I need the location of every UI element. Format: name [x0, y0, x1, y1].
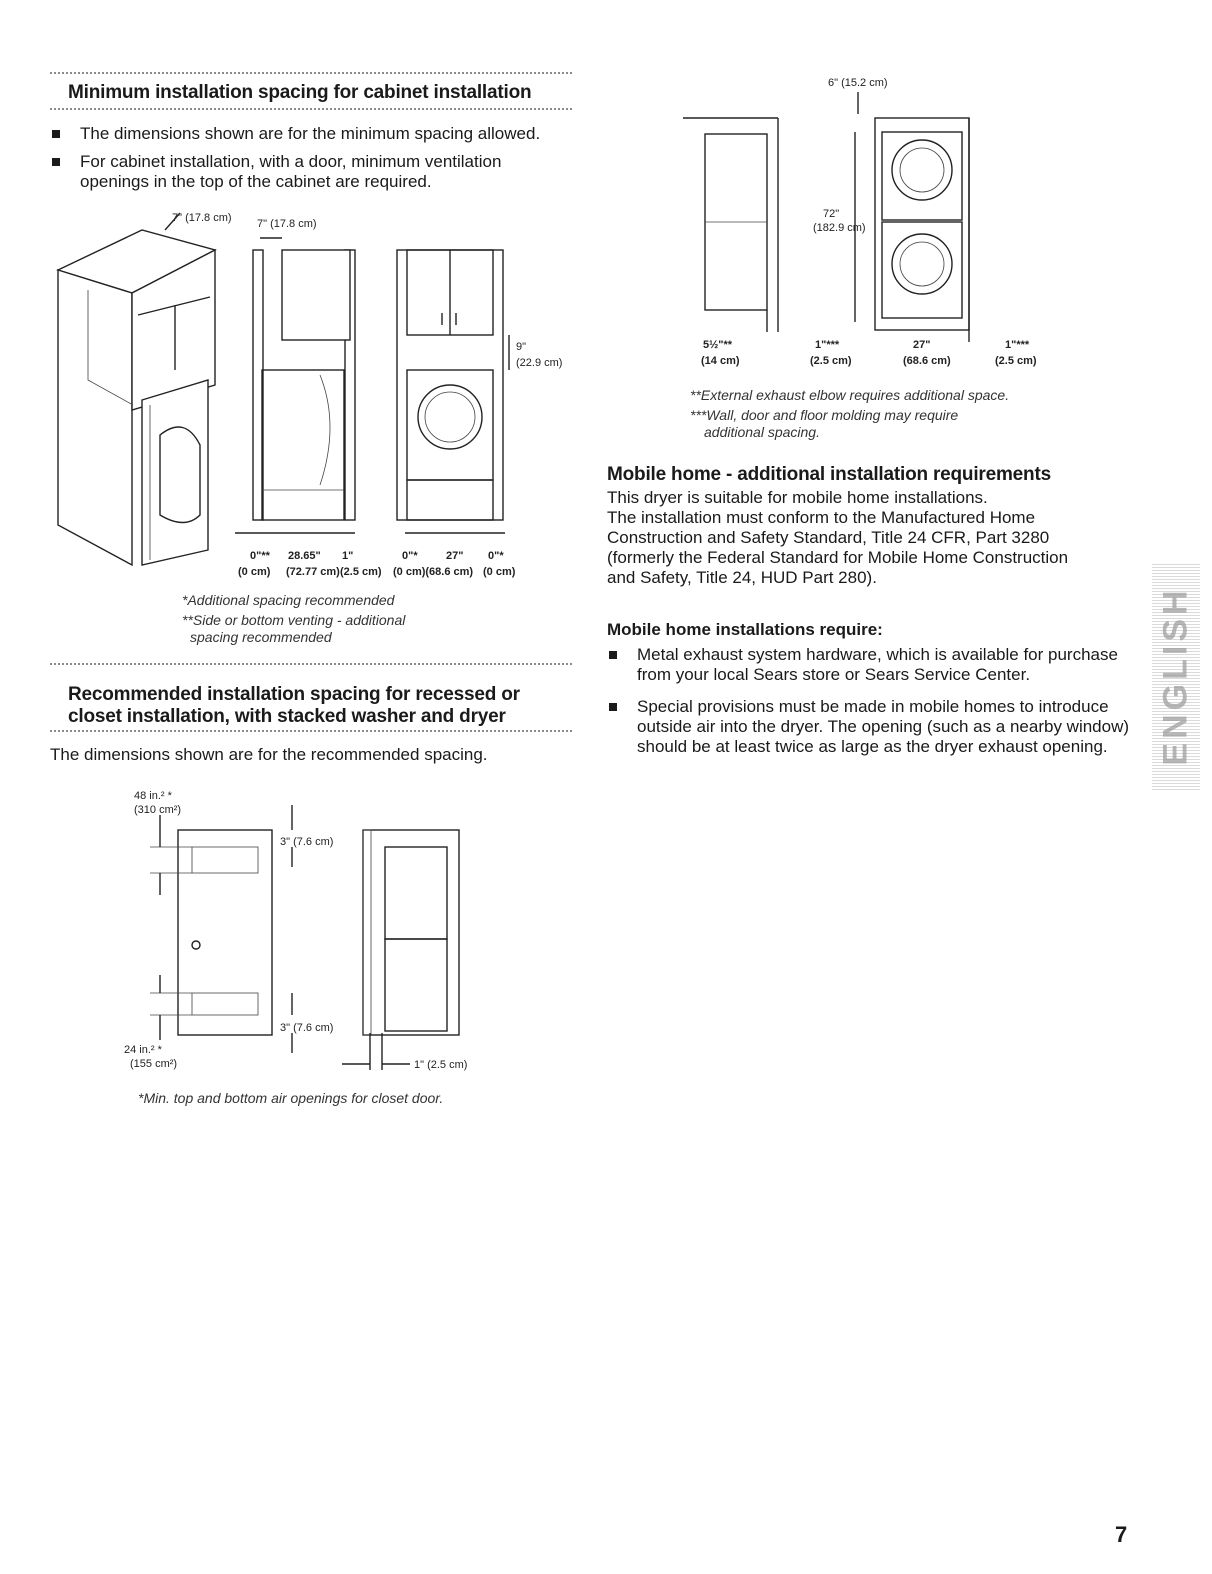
section-title-recessed-line2: closet installation, with stacked washer and dryer	[68, 706, 506, 727]
list-item: For cabinet installation, with a door, minimum ventilation openings in the top of the cabinet are required.	[50, 152, 575, 192]
fig1-top-label-2: 7" (17.8 cm)	[257, 218, 317, 230]
paragraph-line: The installation must conform to the Manufactured Home	[607, 508, 1036, 527]
section-rule-recessed-under	[50, 730, 572, 732]
fig2-side-gap: 1" (2.5 cm)	[414, 1059, 468, 1071]
fig1-bottom-dim-3: 0"*	[402, 550, 418, 562]
fig2-top-gap: 3" (7.6 cm)	[280, 836, 334, 848]
fig1-bottom-dim-5: 0"*	[488, 550, 504, 562]
section-rule-recessed	[50, 663, 572, 665]
fig1-bottom-dim-2: 1"	[342, 550, 354, 562]
language-side-tab-label: ENGLISH	[1156, 586, 1195, 766]
fig1-bottom-dim-0: 0"**	[250, 550, 270, 562]
paragraph-line: Construction and Safety Standard, Title 24 CFR, Part 3280	[607, 528, 1050, 547]
fig3-bottom-cm-1: (2.5 cm)	[810, 355, 852, 367]
fig3-bottom-cm-3: (2.5 cm)	[995, 355, 1037, 367]
fig3-bottom-dim-3: 1"***	[1005, 339, 1030, 351]
fig1-bottom-dim-4: 27"	[446, 550, 464, 562]
fig3-bottom-cm-2: (68.6 cm)	[903, 355, 951, 367]
cabinet-perspective-drawing	[58, 213, 215, 565]
mobile-home-bullet-list	[607, 645, 1137, 765]
recessed-intro: The dimensions shown are for the recommended spacing.	[50, 745, 488, 764]
fig3-height-in: 72"	[823, 208, 840, 220]
list-item: Metal exhaust system hardware, which is available for purchase from your local Sears store or Sears Service Center.	[607, 645, 1137, 685]
fig1-right-dim: 9"	[516, 341, 527, 353]
cabinet-footnotes	[182, 592, 482, 646]
fig1-right-dim-cm: (22.9 cm)	[516, 357, 563, 369]
paragraph-line: (formerly the Federal Standard for Mobile Home Construction	[607, 548, 1069, 567]
cabinet-front-view-middle	[253, 250, 355, 520]
fig1-bottom-cm-2: (2.5 cm)	[340, 566, 382, 578]
section-rule-top	[50, 72, 572, 74]
page-number: 7	[1115, 1522, 1128, 1547]
footnote-3: spacing recommended	[190, 629, 332, 645]
stacked-washer-dryer-drawing	[875, 118, 969, 342]
mobile-home-paragraph	[607, 488, 1147, 588]
section-rule-under-title	[50, 108, 572, 110]
fig3-bottom-dim-2: 27"	[913, 339, 931, 351]
list-item: Special provisions must be made in mobile homes to introduce outside air into the dryer. The opening (such as a nearby window) should be at least twice as large as the dryer exhaust opening.	[607, 697, 1137, 757]
fig2-top-area-cm: (310 cm²)	[134, 804, 182, 816]
cabinet-bullet-list	[50, 124, 575, 200]
mobile-home-subheading: Mobile home installations require:	[607, 620, 883, 639]
section-title-mobile-home: Mobile home - additional installation requirements	[607, 464, 1051, 485]
fig1-bottom-dim-1: 28.65"	[288, 550, 321, 562]
footnote-1: **External exhaust elbow requires additional space.	[690, 387, 1010, 403]
recessed-left-wall	[683, 118, 778, 332]
closet-installation-figure	[120, 785, 520, 1090]
fig3-bottom-dim-0: 5½"**	[703, 339, 733, 351]
fig1-bottom-cm-4: (0 cm)	[483, 566, 516, 578]
fig2-bottom-area-cm: (155 cm²)	[130, 1058, 178, 1070]
fig1-bottom-cm-0: (0 cm)	[238, 566, 271, 578]
closet-door-drawing	[150, 805, 292, 1053]
section-title-recessed	[68, 684, 520, 728]
stacked-recessed-figure	[675, 72, 1060, 372]
footnote-3: additional spacing.	[704, 424, 820, 440]
footnote-2: **Side or bottom venting - additional	[182, 612, 406, 628]
list-item: The dimensions shown are for the minimum spacing allowed.	[50, 124, 575, 144]
stacked-footnotes	[690, 387, 1090, 441]
cabinet-front-view-right	[397, 250, 503, 520]
fig2-bottom-gap: 3" (7.6 cm)	[280, 1022, 334, 1034]
closet-footnote: *Min. top and bottom air openings for closet door.	[138, 1090, 444, 1106]
paragraph-line: This dryer is suitable for mobile home installations.	[607, 488, 988, 507]
fig1-bottom-cm-3: (0 cm)(68.6 cm)	[393, 566, 474, 578]
section-title-recessed-line1: Recommended installation spacing for recessed or	[68, 684, 520, 705]
footnote-1: *Additional spacing recommended	[182, 592, 395, 608]
footnote-2: ***Wall, door and floor molding may require	[690, 407, 959, 423]
fig2-top-area: 48 in.² *	[134, 790, 172, 802]
cabinet-installation-figure	[50, 205, 575, 585]
fig3-bottom-cm-0: (14 cm)	[701, 355, 740, 367]
fig2-bottom-area: 24 in.² *	[124, 1044, 162, 1056]
fig1-top-label: 7" (17.8 cm)	[172, 212, 232, 224]
paragraph-line: and Safety, Title 24, HUD Part 280).	[607, 568, 877, 587]
fig1-bottom-cm-1: (72.77 cm)	[286, 566, 340, 578]
section-title-cabinet: Minimum installation spacing for cabinet installation	[68, 82, 532, 103]
fig3-top-label: 6" (15.2 cm)	[828, 77, 888, 89]
fig3-bottom-dim-1: 1"***	[815, 339, 840, 351]
closet-side-view	[342, 830, 459, 1070]
fig3-height-cm: (182.9 cm)	[813, 222, 866, 234]
